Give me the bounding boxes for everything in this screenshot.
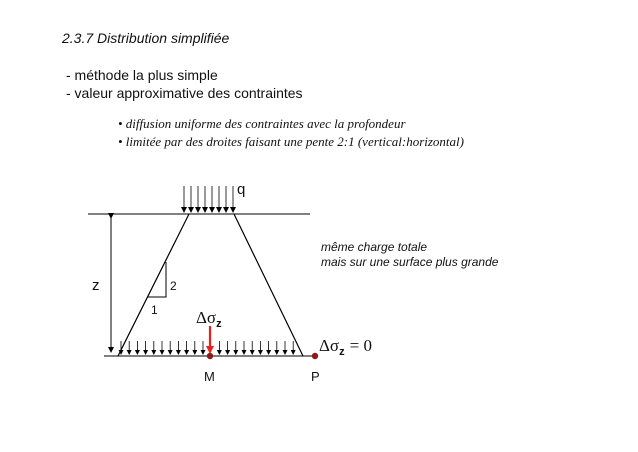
bullet-item: - méthode la plus simple <box>66 67 218 83</box>
load-label-q: q <box>237 181 246 198</box>
diffusion-line-left <box>118 214 189 356</box>
distributed-stress-arrows <box>121 341 293 354</box>
stress-zero-subscript: z <box>339 346 345 358</box>
depth-label-z: z <box>92 277 100 294</box>
point-label-p: P <box>311 369 320 384</box>
sub-bullet-item: • diffusion uniforme des contraintes avec la profondeur <box>118 116 406 131</box>
stress-zero-symbol: Δσ <box>319 336 340 355</box>
point-label-m: M <box>204 369 215 384</box>
slope-label-vertical: 2 <box>170 279 177 293</box>
note-line: même charge totale <box>321 240 428 254</box>
sub-bullet-item: • limitée par des droites faisant une pente 2:1 (vertical:horizontal) <box>118 134 464 149</box>
stress-zero-value: = 0 <box>349 336 372 355</box>
stress-label-subscript: z <box>216 318 222 330</box>
diffusion-line-right <box>234 214 303 356</box>
bullet-item: - valeur approximative des contraintes <box>66 85 303 101</box>
point-p-dot <box>312 353 318 359</box>
surface-load-arrows <box>184 186 233 212</box>
section-title: 2.3.7 Distribution simplifiée <box>62 30 230 46</box>
point-m-dot <box>207 353 213 359</box>
stress-label-m <box>196 308 222 330</box>
slope-label-horizontal: 1 <box>151 303 158 317</box>
stress-label-symbol: Δσ <box>196 308 217 327</box>
stress-zero-label <box>319 336 372 358</box>
note-line: mais sur une surface plus grande <box>321 255 499 269</box>
